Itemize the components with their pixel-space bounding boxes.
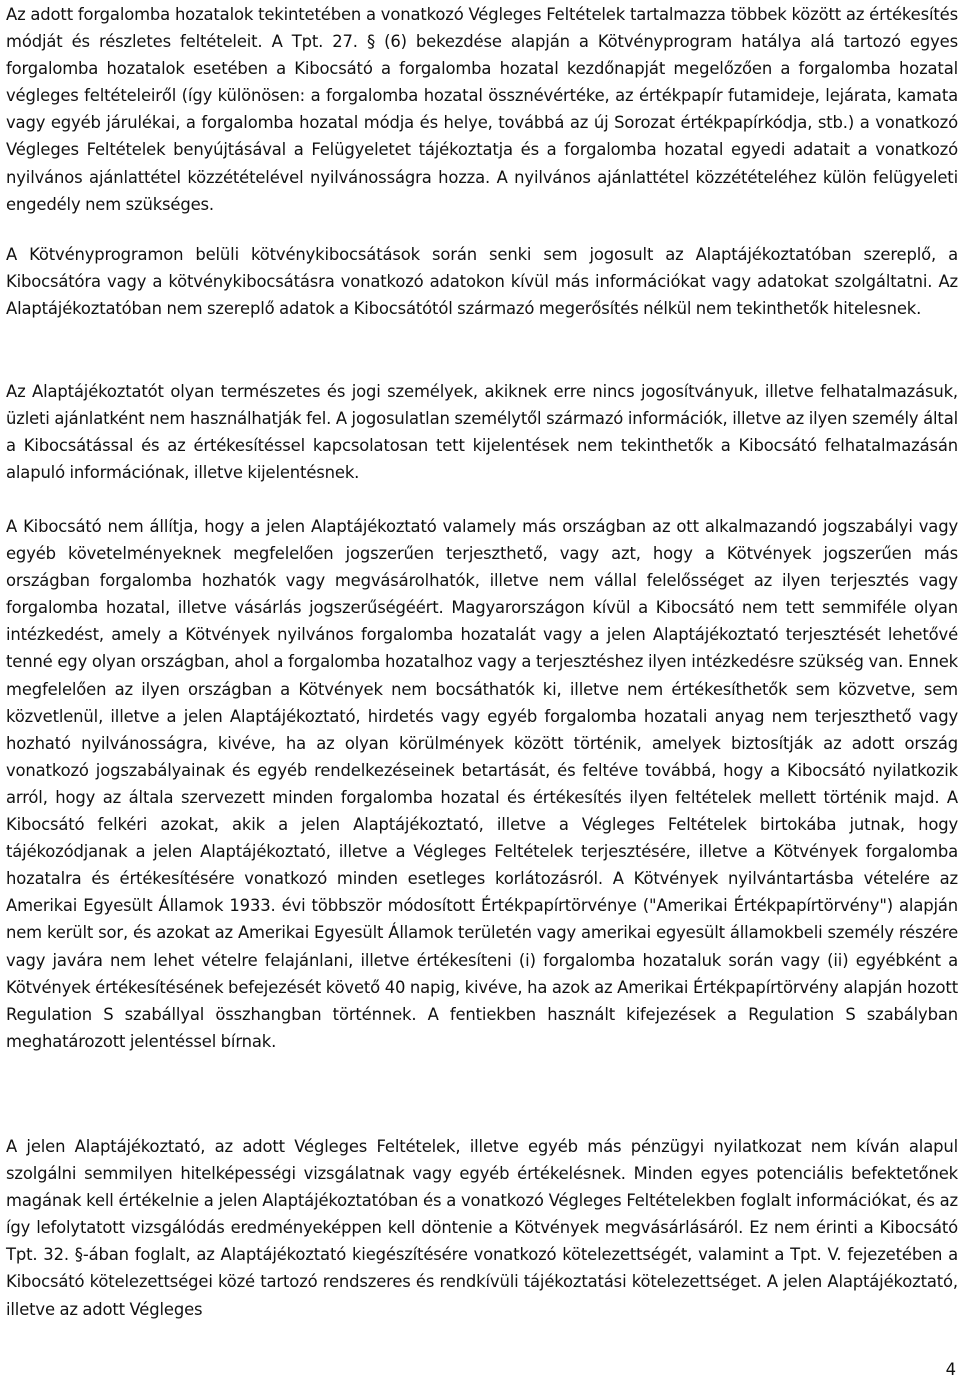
paragraph-investor-evaluation: A jelen Alaptájékoztató, az adott Végleges Feltételek, illetve egyéb más pénzügyi nyilatkozat nem kíván alapul szolgálni semmilyen hitelképességi vizsgálatnak vagy egyéb értékelésnek. Minden egyes potenciális befektetőnek magának kell értékelnie a jelen Alaptájékoztatóban és a vonatkozó Végleges Feltételekben foglalt információkat, és az így lefolytatott vizsgálódás eredményeképpen kell döntenie a Kötvények megvásárlásáról. Ez nem érinti a Kibocsátó Tpt. 32. §-ában foglalt, az Alaptájékoztató kiegészítésére vonatkozó kötelezettségét, valamint a Tpt. V. fejezetében a Kibocsátó kötelezettségei közé tartozó rendszeres és rendkívüli tájékoztatási kötelezettséget. A jelen Alaptájékoztató, illetve az adott Végleges <box>6 1137 958 1319</box>
paragraph-final-terms: Az adott forgalomba hozatalok tekintetében a vonatkozó Végleges Feltételek tartalmazza többek között az értékesítés módját és részletes feltételeit. A Tpt. 27. § (6) bekezdése alapján a Kötvényprogram hatálya alá tartozó egyes forgalomba hozatalok esetében a Kibocsátó a forgalomba hozatal kezdőnapját megelőzően a forgalomba hozatal végleges feltételeiről (így különösen: a forgalomba hozatal össznévértéke, az értékpapír futamideje, lejárata, kamata vagy egyéb járulékai, a forgalomba hozatal módja és helye, továbbá az új Sorozat értékpapírkódja, stb.) a vonatkozó Végleges Feltételek benyújtásával a Felügyeletet tájékoztatja és a forgalomba hozatal egyedi adatait a vonatkozó nyilvános ajánlattétel közzétételével nyilvánosságra hozza. A nyilvános ajánlattétel közzétételéhez külön felügyeleti engedély nem szükséges. <box>6 5 958 214</box>
paragraph-information-restriction: A Kötvényprogramon belüli kötvénykibocsátások során senki sem jogosult az Alaptájékoztatóban szereplő, a Kibocsátóra vagy a kötvénykibocsátásra vonatkozó adatokon kívül más információkat vagy adatokat szolgáltatni. Az Alaptájékoztatóban nem szereplő adatok a Kibocsátótól származó megerősítés nélkül nem tekinthetők hitelesnek. <box>6 245 958 319</box>
paragraph-unauthorized-use: Az Alaptájékoztatót olyan természetes és jogi személyek, akiknek erre nincs jogosítványuk, illetve felhatalmazásuk, üzleti ajánlatként nem használhatják fel. A jogosulatlan személytől származó információk, illetve az ilyen személy által a Kibocsátással és az értékesítéssel kapcsolatosan tett kijelentések nem tekinthetők a Kibocsátó felhatalmazásán alapuló információnak, illetve kijelentésnek. <box>6 382 958 483</box>
page-number: 4 <box>945 1360 956 1379</box>
paragraph-distribution-restrictions: A Kibocsátó nem állítja, hogy a jelen Alaptájékoztató valamely más országban az ott alkalmazandó jogszabályi vagy egyéb követelményeknek megfelelően jogszerűen terjeszthető, vagy azt, hogy a Kötvények jogszerűen más országban forgalomba hozhatók vagy megvásárolhatók, illetve nem vállal felelősséget az ilyen terjesztés vagy forgalomba hozatal, illetve vásárlás jogszerűségéért. Magyarországon kívül a Kibocsátó nem tett semmiféle olyan intézkedést, amely a Kötvények nyilvános forgalomba hozatalát vagy a jelen Alaptájékoztató terjesztését lehetővé tenné egy olyan országban, ahol a forgalomba hozatalhoz vagy a terjesztéshez ilyen intézkedésre szükség van. Ennek megfelelően az ilyen országban a Kötvények nem bocsáthatók ki, illetve nem értékesíthetők sem közvetve, sem közvetlenül, illetve a jelen Alaptájékoztató, hirdetés vagy egyéb forgalomba hozatali anyag nem terjeszthető vagy hozható nyilvánosságra, kivéve, ha az olyan körülmények között történik, amelyek biztosítják az adott ország vonatkozó jogszabályainak és egyéb rendelkezéseinek betartását, és feltéve továbbá, hogy a Kibocsátó nyilatkozik arról, hogy az általa szervezett minden forgalomba hozatal és értékesítés ilyen feltételek mellett történik majd. A Kibocsátó felkéri azokat, akik a jelen Alaptájékoztató, illetve a Végleges Feltételek birtokába jutnak, hogy tájékozódjanak a jelen Alaptájékoztató, illetve a Végleges Feltételek terjesztésére, illetve a Kötvények forgalomba hozatalra és értékesítésére vonatkozó minden esetleges korlátozásról. A Kötvények nyilvántartásba vételére az Amerikai Egyesült Államok 1933. évi többször módosított Értékpapírtörvénye ("Amerikai Értékpapírtörvény") alapján nem került sor, és azokat az Amerikai Egyesült Államok területén vagy amerikai egyesült államokbeli személy részére vagy javára nem lehet vételre felajánlani, illetve értékesíteni (i) forgalomba hozataluk során vagy (ii) egyébként a Kötvények értékesítésének befejezését követő 40 napig, kivéve, ha azok az Amerikai Értékpapírtörvény alapján hozott Regulation S szabállyal összhangban történnek. A fentiekben használt kifejezések a Regulation S szabályban meghatározott jelentéssel bírnak. <box>6 517 958 1051</box>
